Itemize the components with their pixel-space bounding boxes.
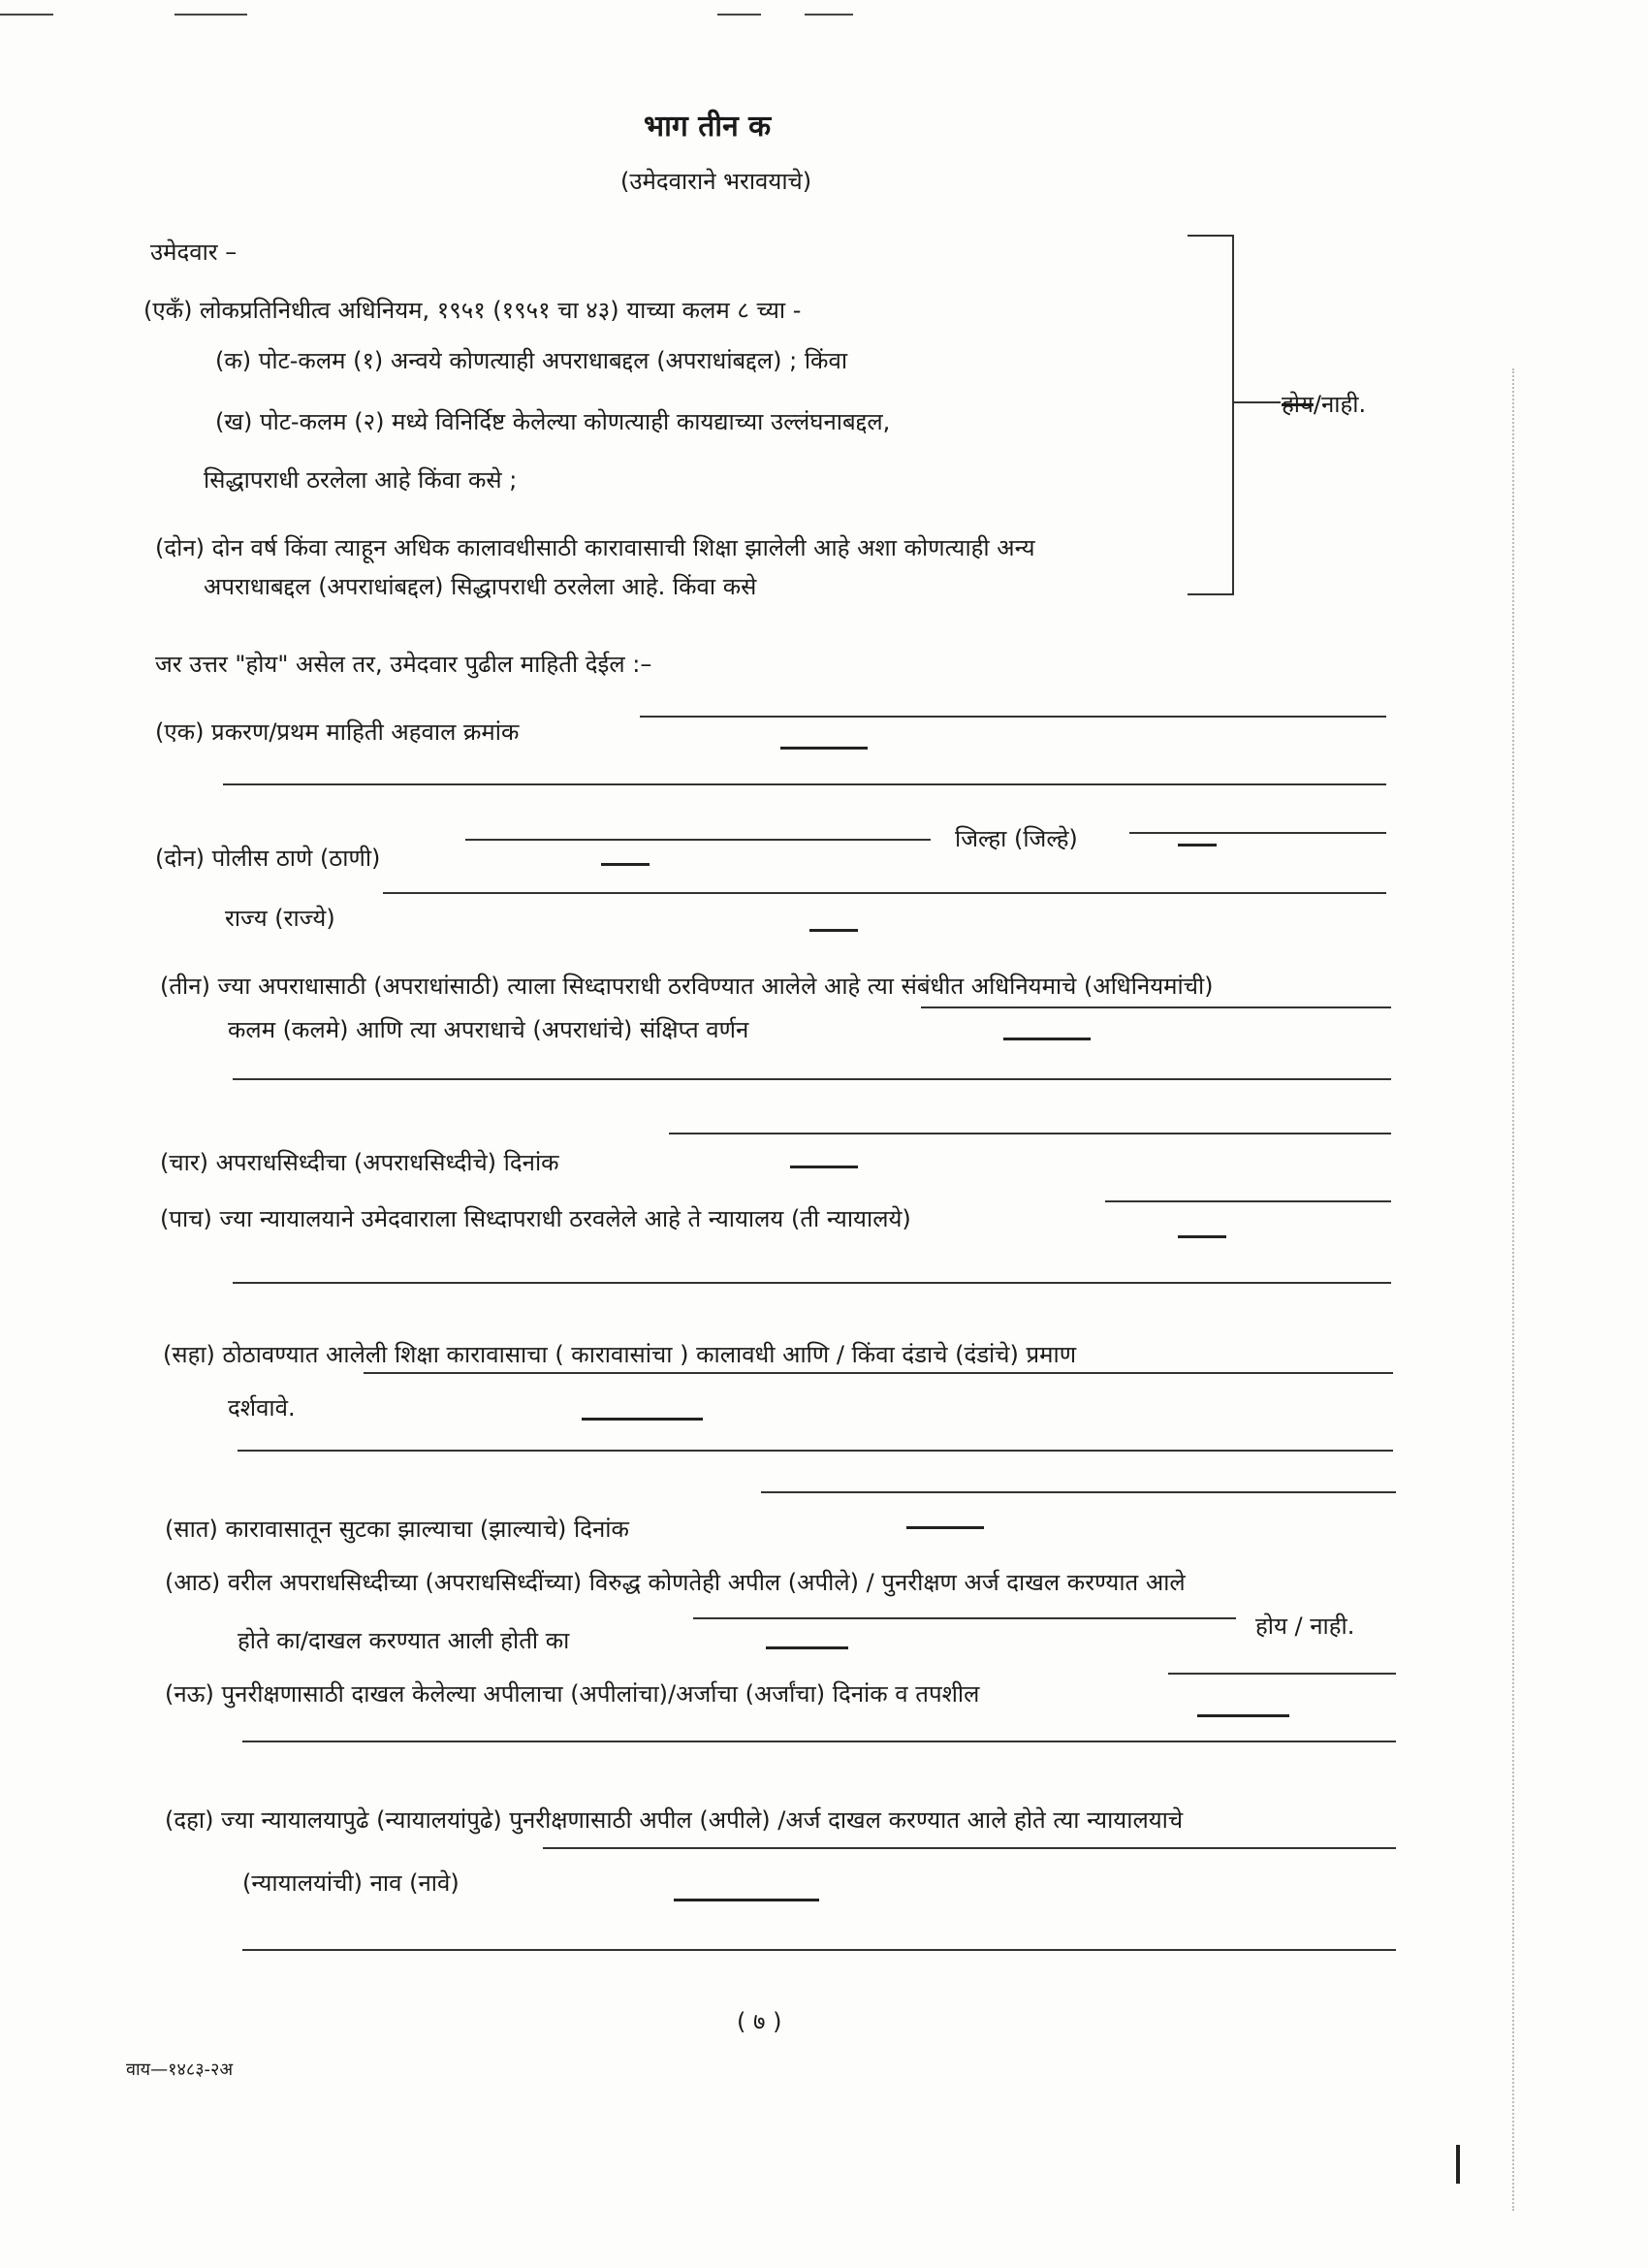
field-district-line[interactable] [1129,832,1386,834]
item-2-line2: अपराधाबद्दल (अपराधांबद्दल) सिद्धापराधी ठरलेला आहे. किंवा कसे [204,573,757,600]
dash-mark [766,1646,848,1649]
bracket-connector [1232,401,1281,403]
dash-mark [1178,1235,1226,1238]
field-sentence-label: (सहा) ठोठावण्यात आलेली शिक्षा कारावासाचा ( कारावासांचा ) कालावधी आणि / किंवा दंडाचे (दंडांचे) प्रमाण [163,1341,1077,1368]
field-appeal-line[interactable] [693,1617,1236,1619]
scan-dash [0,14,53,16]
field-police-station-label: (दोन) पोलीस ठाणे (ठाणी) [155,845,381,872]
dash-mark [582,1418,703,1421]
page-number: ( ७ ) [737,2008,782,2035]
field-sentence-label-cont: दर्शवावे. [228,1394,296,1421]
field-court-name-label-cont: (न्यायालयांची) नाव (नावे) [242,1869,460,1897]
dash-mark [674,1899,819,1901]
answer-yes-struck: होय [1282,391,1314,418]
page-subtitle: (उमेदवाराने भरावयाचे) [620,168,812,195]
field-court-line2[interactable] [233,1282,1391,1284]
field-conviction-date-line[interactable] [669,1133,1391,1134]
field-conviction-date-label: (चार) अपराधसिध्दीचा (अपराधसिध्दीचे) दिनांक [160,1149,559,1176]
dash-mark [1003,1038,1091,1040]
field-police-station-line[interactable] [465,839,931,841]
scan-dash [174,14,247,16]
field-offence-description-line2[interactable] [233,1078,1391,1080]
field-revision-date-label: (नऊ) पुनरीक्षणासाठी दाखल केलेल्या अपीलाचा (अपीलांचा)/अर्जाचा (अर्जांचा) दिनांक व तपशील [165,1680,980,1708]
field-district-label: जिल्हा (जिल्हे) [955,825,1078,852]
scan-dash [805,14,853,16]
dash-mark [780,747,868,750]
field-case-number-line[interactable] [640,716,1386,718]
field-court-label: (पाच) ज्या न्यायालयाने उमेदवाराला सिध्दापराधी ठरवलेले आहे ते न्यायालय (ती न्यायालये) [160,1205,911,1232]
field-act-section-label: (तीन) ज्या अपराधासाठी (अपराधांसाठी) त्याला सिध्दापराधी ठरविण्यात आलेले आहे त्या संबंधीत अधिनियमाचे (अधिनियमांची) [160,973,1214,1000]
dash-mark [1197,1714,1289,1717]
dash-mark [809,929,858,932]
item-2-line1: (दोन) दोन वर्ष किंवा त्याहून अधिक कालावधीसाठी कारावासाची शिक्षा झालेली आहे अशा कोणत्याही अन्य [155,534,1035,561]
field-appeal-label-cont: होते का/दाखल करण्यात आली होती का [238,1627,570,1654]
field-case-number-label: (एक) प्रकरण/प्रथम माहिती अहवाल क्रमांक [155,719,520,746]
field-sentence-line[interactable] [364,1372,1393,1374]
item-1b: (ख) पोट-कलम (२) मध्ये विनिर्दिष्ट केलेल्या कोणत्याही कायद्याच्या उल्लंघनाबद्दल, [215,408,891,435]
field-court-line[interactable] [1105,1200,1391,1202]
field-sentence-line2[interactable] [238,1450,1393,1452]
candidate-label: उमेदवार – [150,239,238,266]
item-1c: सिद्धापराधी ठरलेला आहे किंवा कसे ; [204,466,518,494]
item-1: (एकँ) लोकप्रतिनिधीत्व अधिनियम, १९५१ (१९५१ चा ४३) याच्या कलम ८ च्या - [143,297,802,324]
field-case-number-line2[interactable] [223,783,1386,785]
scan-edge [1512,368,1514,2211]
field-state-line[interactable] [383,892,1386,894]
dash-mark [601,863,650,866]
answer-no: /नाही. [1313,391,1367,418]
field-court-name-line2[interactable] [242,1949,1396,1951]
dash-mark [906,1526,984,1529]
page-title: भाग तीन क [644,110,772,144]
field-offence-description-label: कलम (कलमे) आणि त्या अपराधाचे (अपराधांचे) संक्षिप्त वर्णन [228,1016,749,1043]
field-state-label: राज्य (राज्ये) [225,905,335,932]
scan-mark [1456,2145,1460,2184]
section-bracket [1188,235,1234,595]
field-revision-date-line2[interactable] [242,1741,1396,1742]
field-appeal-answer: होय / नाही. [1255,1613,1355,1640]
dash-mark [1178,844,1217,847]
scan-dash [717,14,761,16]
form-code: वाय—१४८३-२अ [126,2060,234,2080]
item-1a: (क) पोट-कलम (१) अन्वये कोणत्याही अपराधाबद्दल (अपराधांबद्दल) ; किंवा [215,347,848,374]
answer-yes-no [1282,388,1366,420]
field-revision-date-line[interactable] [1168,1673,1396,1675]
field-appeal-label: (आठ) वरील अपराधसिध्दीच्या (अपराधसिध्दींच्या) विरुद्ध कोणतेही अपील (अपीले) / पुनरीक्षण अर्ज दाखल करण्यात आले [165,1569,1186,1596]
field-release-date-label: (सात) कारावासातून सुटका झाल्याचा (झाल्याचे) दिनांक [165,1516,629,1543]
field-court-name-label: (दहा) ज्या न्यायालयापुढे (न्यायालयांपुढे) पुनरीक्षणासाठी अपील (अपीले) /अर्ज दाखल करण्यात आले होते त्या न्यायालयाचे [165,1806,1184,1834]
dash-mark [790,1166,858,1168]
field-offence-description-line[interactable] [921,1006,1391,1008]
instruction-text: जर उत्तर "होय" असेल तर, उमेदवार पुढील माहिती देईल :– [155,651,652,678]
field-release-date-line[interactable] [761,1491,1396,1493]
field-court-name-line[interactable] [543,1847,1396,1849]
